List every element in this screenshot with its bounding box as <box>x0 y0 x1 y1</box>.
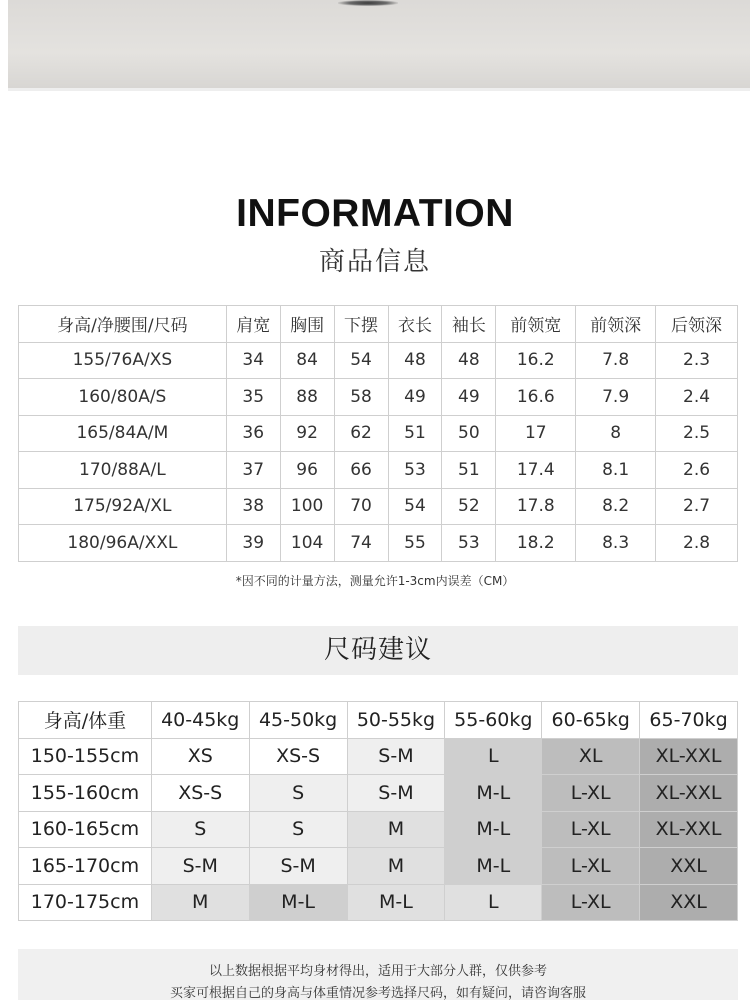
table-cell: 34 <box>226 342 280 379</box>
column-header: 45-50kg <box>249 702 347 739</box>
size-recommendation-cell: XL-XXL <box>640 738 738 775</box>
product-photo <box>8 0 750 88</box>
size-recommendation-cell: S-M <box>347 775 445 812</box>
table-cell: 48 <box>388 342 442 379</box>
table-cell: 66 <box>334 452 388 489</box>
column-header: 后领深 <box>656 306 738 343</box>
table-cell: 50 <box>442 415 496 452</box>
table-cell: 37 <box>226 452 280 489</box>
row-header: 160-165cm <box>19 811 152 848</box>
table-cell: 51 <box>442 452 496 489</box>
column-header: 65-70kg <box>640 702 738 739</box>
table-cell: 96 <box>280 452 334 489</box>
table-cell: 2.8 <box>656 525 738 562</box>
photo-edge <box>8 88 750 91</box>
size-recommendation-cell: M <box>347 848 445 885</box>
table-cell: 160/80A/S <box>19 379 227 416</box>
table-row <box>19 452 738 489</box>
table-cell: 17.8 <box>496 488 576 525</box>
table-cell: 100 <box>280 488 334 525</box>
size-recommendation-cell: XL <box>542 738 640 775</box>
size-recommendation-cell: XXL <box>640 884 738 921</box>
table-cell: 175/92A/XL <box>19 488 227 525</box>
size-recommendation-cell: L <box>445 884 542 921</box>
size-recommendation-cell: L-XL <box>542 848 640 885</box>
column-header: 前领深 <box>576 306 656 343</box>
table-cell: 18.2 <box>496 525 576 562</box>
size-info-table <box>18 305 738 562</box>
size-recommendation-cell: S-M <box>347 738 445 775</box>
table-row <box>19 342 738 379</box>
table-cell: 51 <box>388 415 442 452</box>
table-cell: 39 <box>226 525 280 562</box>
section-title-cn: 商品信息 <box>318 247 431 277</box>
column-header: 40-45kg <box>151 702 249 739</box>
size-recommendation-cell: XL-XXL <box>640 811 738 848</box>
size-recommendation-cell: S <box>249 775 347 812</box>
size-recommendation-cell: L-XL <box>542 775 640 812</box>
table-cell: 58 <box>334 379 388 416</box>
table-cell: 49 <box>388 379 442 416</box>
size-recommendation-cell: M-L <box>347 884 445 921</box>
table-cell: 16.2 <box>496 342 576 379</box>
table-row <box>19 811 738 848</box>
table-header-row <box>19 702 738 739</box>
size-recommendation-cell: S <box>151 811 249 848</box>
size-recommendation-cell: S-M <box>249 848 347 885</box>
table-cell: 53 <box>388 452 442 489</box>
table-cell: 55 <box>388 525 442 562</box>
table-cell: 2.3 <box>656 342 738 379</box>
footer-line-1: 以上数据根据平均身材得出，适用于大部分人群，仅供参考 <box>208 964 547 979</box>
column-header: 袖长 <box>442 306 496 343</box>
table-row <box>19 488 738 525</box>
table-header-row <box>19 306 738 343</box>
table-cell: 170/88A/L <box>19 452 227 489</box>
table-cell: 88 <box>280 379 334 416</box>
table-cell: 8.1 <box>576 452 656 489</box>
table-row <box>19 775 738 812</box>
row-header: 155-160cm <box>19 775 152 812</box>
table-cell: 155/76A/XS <box>19 342 227 379</box>
table-cell: 104 <box>280 525 334 562</box>
size-advice-title: 尺码建议 <box>18 626 738 675</box>
table-cell: 54 <box>388 488 442 525</box>
table-cell: 8.2 <box>576 488 656 525</box>
table-row <box>19 415 738 452</box>
table-cell: 2.4 <box>656 379 738 416</box>
table-cell: 92 <box>280 415 334 452</box>
size-recommendation-cell: XS <box>151 738 249 775</box>
table-cell: 17.4 <box>496 452 576 489</box>
table-row <box>19 848 738 885</box>
table-row <box>19 379 738 416</box>
table-row <box>19 525 738 562</box>
column-header: 衣长 <box>388 306 442 343</box>
size-recommendation-cell: XL-XXL <box>640 775 738 812</box>
size-advice-table <box>18 701 738 921</box>
size-recommendation-cell: XS-S <box>249 738 347 775</box>
size-recommendation-cell: M-L <box>445 848 542 885</box>
table-row <box>19 738 738 775</box>
size-recommendation-cell: S <box>249 811 347 848</box>
column-header: 下摆 <box>334 306 388 343</box>
size-recommendation-cell: M-L <box>249 884 347 921</box>
measurement-note: *因不同的计量方法，测量允许1-3cm内误差（CM） <box>235 574 515 588</box>
row-header: 170-175cm <box>19 884 152 921</box>
footer-notice <box>18 949 738 1000</box>
size-recommendation-cell: L-XL <box>542 811 640 848</box>
column-header: 肩宽 <box>226 306 280 343</box>
column-header: 55-60kg <box>445 702 542 739</box>
table-cell: 74 <box>334 525 388 562</box>
table-cell: 7.9 <box>576 379 656 416</box>
column-header: 60-65kg <box>542 702 640 739</box>
column-header: 胸围 <box>280 306 334 343</box>
table-cell: 52 <box>442 488 496 525</box>
size-recommendation-cell: XS-S <box>151 775 249 812</box>
photo-detail <box>338 0 398 6</box>
column-header: 身高/体重 <box>19 702 152 739</box>
section-title-en: INFORMATION <box>236 192 514 235</box>
table-cell: 53 <box>442 525 496 562</box>
table-cell: 35 <box>226 379 280 416</box>
footer-line-2: 买家可根据自己的身高与体重情况参考选择尺码，如有疑问，请咨询客服 <box>169 986 586 1001</box>
size-recommendation-cell: M-L <box>445 775 542 812</box>
table-cell: 2.6 <box>656 452 738 489</box>
row-header: 150-155cm <box>19 738 152 775</box>
table-cell: 2.7 <box>656 488 738 525</box>
table-cell: 54 <box>334 342 388 379</box>
table-row <box>19 884 738 921</box>
table-cell: 62 <box>334 415 388 452</box>
table-cell: 70 <box>334 488 388 525</box>
table-cell: 36 <box>226 415 280 452</box>
column-header: 50-55kg <box>347 702 445 739</box>
size-recommendation-cell: M <box>347 811 445 848</box>
table-cell: 16.6 <box>496 379 576 416</box>
size-recommendation-cell: L <box>445 738 542 775</box>
table-cell: 8.3 <box>576 525 656 562</box>
table-cell: 180/96A/XXL <box>19 525 227 562</box>
column-header: 前领宽 <box>496 306 576 343</box>
table-cell: 17 <box>496 415 576 452</box>
table-cell: 165/84A/M <box>19 415 227 452</box>
size-recommendation-cell: M <box>151 884 249 921</box>
row-header: 165-170cm <box>19 848 152 885</box>
table-cell: 7.8 <box>576 342 656 379</box>
table-cell: 84 <box>280 342 334 379</box>
size-recommendation-cell: S-M <box>151 848 249 885</box>
table-cell: 49 <box>442 379 496 416</box>
table-cell: 48 <box>442 342 496 379</box>
size-recommendation-cell: L-XL <box>542 884 640 921</box>
table-cell: 2.5 <box>656 415 738 452</box>
size-recommendation-cell: M-L <box>445 811 542 848</box>
table-cell: 8 <box>576 415 656 452</box>
column-header: 身高/净腰围/尺码 <box>19 306 227 343</box>
size-recommendation-cell: XXL <box>640 848 738 885</box>
table-cell: 38 <box>226 488 280 525</box>
